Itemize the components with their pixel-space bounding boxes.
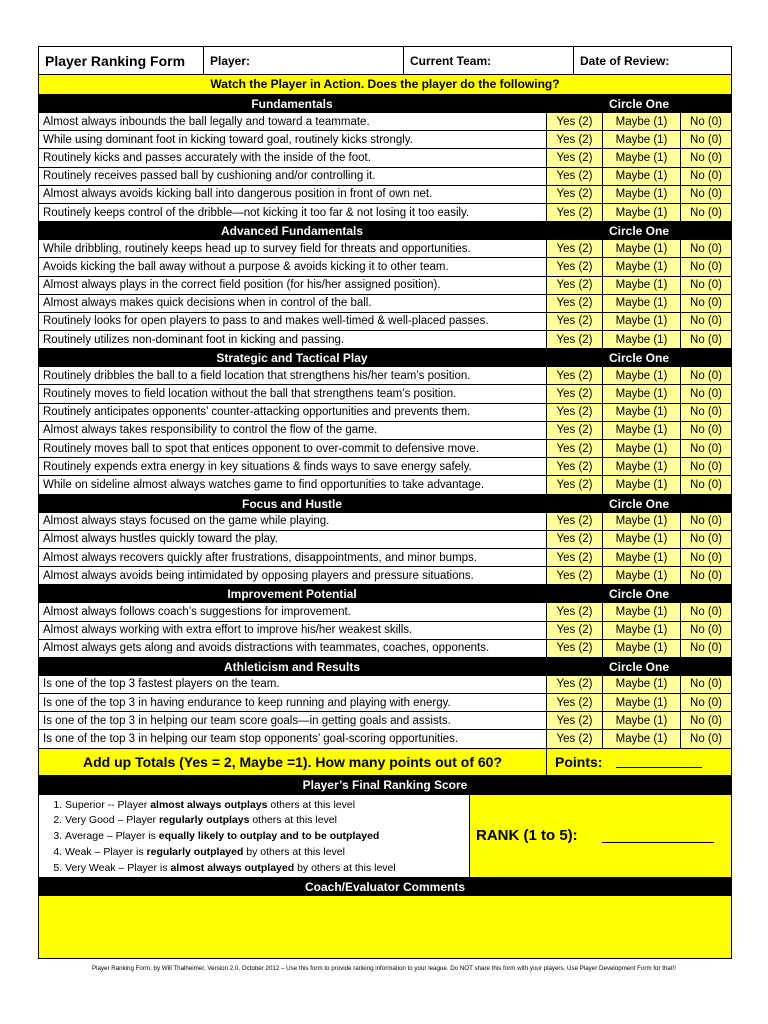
maybe-option[interactable]: Maybe (1) — [603, 476, 681, 493]
yes-option[interactable]: Yes (2) — [547, 458, 603, 475]
ranking-level-emphasis: almost always outplayed — [170, 861, 295, 874]
ranking-level — [65, 845, 469, 861]
section-header — [38, 585, 732, 603]
section-title: Focus and Hustle — [241, 496, 342, 511]
no-option[interactable]: No (0) — [681, 440, 731, 457]
question-text: Almost always makes quick decisions when in control of the ball. — [39, 295, 547, 312]
ranking-level-prefix: Very Weak – Player is — [65, 861, 171, 874]
question-row — [38, 622, 732, 640]
no-option[interactable]: No (0) — [681, 603, 731, 620]
maybe-option[interactable]: Maybe (1) — [603, 730, 681, 747]
maybe-option[interactable]: Maybe (1) — [603, 622, 681, 639]
question-text: Routinely dribbles the ball to a field location that strengthens his/her team’s position. — [39, 367, 547, 384]
no-option[interactable]: No (0) — [681, 567, 731, 584]
yes-option[interactable]: Yes (2) — [547, 277, 603, 294]
section-title: Advanced Fundamentals — [220, 224, 364, 239]
yes-option[interactable]: Yes (2) — [547, 204, 603, 221]
maybe-option[interactable]: Maybe (1) — [603, 531, 681, 548]
question-row — [38, 295, 732, 313]
question-row — [38, 694, 732, 712]
comments-box[interactable] — [38, 896, 732, 959]
question-text: Almost always inbounds the ball legally and toward a teammate. — [39, 113, 547, 130]
points-blank[interactable] — [616, 755, 702, 768]
maybe-option[interactable]: Maybe (1) — [603, 440, 681, 457]
question-text: Is one of the top 3 in helping our team score goals—in getting goals and assists. — [39, 712, 547, 729]
no-option[interactable]: No (0) — [681, 730, 731, 747]
question-row — [38, 567, 732, 585]
final-ranking-body — [38, 795, 732, 878]
ranking-level-prefix: Superior -- Player — [65, 798, 151, 811]
maybe-option[interactable]: Maybe (1) — [603, 712, 681, 729]
question-text: Almost always takes responsibility to control the flow of the game. — [39, 422, 547, 439]
ranking-level-emphasis: regularly outplays — [158, 814, 250, 827]
maybe-option[interactable]: Maybe (1) — [603, 458, 681, 475]
instructions: Watch the Player in Action. Does the player do the following? — [38, 75, 732, 95]
maybe-option[interactable]: Maybe (1) — [603, 240, 681, 257]
question-text: Almost always hustles quickly toward the play. — [39, 531, 547, 548]
question-text: Almost always avoids being intimidated by opposing players and pressure situations. — [39, 567, 547, 584]
no-option[interactable]: No (0) — [681, 676, 731, 693]
yes-option[interactable]: Yes (2) — [547, 513, 603, 530]
question-row — [38, 313, 732, 331]
question-row — [38, 712, 732, 730]
current-team-field[interactable]: Current Team: — [404, 47, 574, 74]
maybe-option[interactable]: Maybe (1) — [603, 422, 681, 439]
circle-one-label: Circle One — [608, 351, 670, 366]
yes-option[interactable]: Yes (2) — [547, 622, 603, 639]
points-field[interactable] — [547, 749, 731, 775]
maybe-option[interactable]: Maybe (1) — [603, 186, 681, 203]
section-header — [38, 495, 732, 513]
question-row — [38, 113, 732, 131]
question-text: Almost always working with extra effort to improve his/her weakest skills. — [39, 622, 547, 639]
no-option[interactable]: No (0) — [681, 204, 731, 221]
question-text: Routinely anticipates opponents’ counter-attacking opportunities and prevents them. — [39, 404, 547, 421]
no-option[interactable]: No (0) — [681, 295, 731, 312]
question-row — [38, 531, 732, 549]
maybe-option[interactable]: Maybe (1) — [603, 603, 681, 620]
section-header — [38, 349, 732, 367]
section-header — [38, 95, 732, 113]
yes-option[interactable]: Yes (2) — [547, 676, 603, 693]
question-row — [38, 240, 732, 258]
yes-option[interactable]: Yes (2) — [547, 295, 603, 312]
question-row — [38, 186, 732, 204]
yes-option[interactable]: Yes (2) — [547, 313, 603, 330]
ranking-level-prefix: Average – Player is — [65, 830, 159, 843]
points-label: Points: — [555, 753, 603, 770]
yes-option[interactable]: Yes (2) — [547, 331, 603, 348]
maybe-option[interactable]: Maybe (1) — [603, 295, 681, 312]
question-row — [38, 258, 732, 276]
ranking-level-prefix: Very Good – Player — [65, 814, 159, 827]
question-text: Routinely expends extra energy in key situations & finds ways to save energy safely. — [39, 458, 547, 475]
no-option[interactable]: No (0) — [681, 277, 731, 294]
no-option[interactable]: No (0) — [681, 367, 731, 384]
question-row — [38, 513, 732, 531]
maybe-option[interactable]: Maybe (1) — [603, 168, 681, 185]
ranking-level-emphasis: regularly outplayed — [146, 846, 244, 859]
maybe-option[interactable]: Maybe (1) — [603, 640, 681, 657]
yes-option[interactable]: Yes (2) — [547, 113, 603, 130]
section-header — [38, 658, 732, 676]
ranking-level — [65, 813, 469, 829]
question-row — [38, 277, 732, 295]
player-ranking-form — [38, 46, 732, 959]
maybe-option[interactable]: Maybe (1) — [603, 694, 681, 711]
question-text: Routinely moves ball to spot that entices opponent to over-commit to defensive move. — [39, 440, 547, 457]
question-row — [38, 367, 732, 385]
yes-option[interactable]: Yes (2) — [547, 404, 603, 421]
no-option[interactable]: No (0) — [681, 131, 731, 148]
question-row — [38, 549, 732, 567]
yes-option[interactable]: Yes (2) — [547, 476, 603, 493]
yes-option[interactable]: Yes (2) — [547, 385, 603, 402]
question-text: Is one of the top 3 fastest players on the team. — [39, 676, 547, 693]
question-row — [38, 440, 732, 458]
question-text: Almost always gets along and avoids distractions with teammates, coaches, opponents. — [39, 640, 547, 657]
player-field[interactable]: Player: — [204, 47, 404, 74]
section-title: Fundamentals — [251, 97, 333, 111]
no-option[interactable]: No (0) — [681, 313, 731, 330]
yes-option[interactable]: Yes (2) — [547, 149, 603, 166]
question-text: Avoids kicking the ball away without a purpose & avoids kicking it to other team. — [39, 258, 547, 275]
comments-title: Coach/Evaluator Comments — [38, 878, 732, 896]
maybe-option[interactable]: Maybe (1) — [603, 149, 681, 166]
ranking-levels — [39, 795, 470, 877]
no-option[interactable]: No (0) — [681, 622, 731, 639]
footer-note: Player Ranking Form, by Will Thalheimer, Version 2.0, October 2012 – Use this form to provide ranking information to your league. Do NOT share this form with your players. Use Player Development Form for that!! — [91, 965, 677, 972]
maybe-option[interactable]: Maybe (1) — [603, 131, 681, 148]
no-option[interactable]: No (0) — [681, 258, 731, 275]
question-text: Is one of the top 3 in having endurance to keep running and playing with energy. — [39, 694, 547, 711]
question-text: Almost always recovers quickly after frustrations, disappointments, and minor bumps. — [39, 549, 547, 566]
question-text: While on sideline almost always watches game to find opportunities to take advantage. — [39, 476, 547, 493]
yes-option[interactable]: Yes (2) — [547, 258, 603, 275]
no-option[interactable]: No (0) — [681, 240, 731, 257]
yes-option[interactable]: Yes (2) — [547, 422, 603, 439]
yes-option[interactable]: Yes (2) — [547, 603, 603, 620]
question-text: Routinely looks for open players to pass to and makes well-timed & well-placed passes. — [39, 313, 547, 330]
maybe-option[interactable]: Maybe (1) — [603, 258, 681, 275]
maybe-option[interactable]: Maybe (1) — [603, 404, 681, 421]
rank-field[interactable] — [470, 795, 731, 877]
yes-option[interactable]: Yes (2) — [547, 531, 603, 548]
no-option[interactable]: No (0) — [681, 549, 731, 566]
yes-option[interactable]: Yes (2) — [547, 186, 603, 203]
yes-option[interactable]: Yes (2) — [547, 168, 603, 185]
question-text: Routinely moves to field location without the ball that strengthens team’s position. — [39, 385, 547, 402]
circle-one-label: Circle One — [608, 659, 670, 674]
question-text: Routinely utilizes non-dominant foot in kicking and passing. — [39, 331, 547, 348]
yes-option[interactable]: Yes (2) — [547, 440, 603, 457]
final-ranking-title: Player’s Final Ranking Score — [38, 776, 732, 795]
maybe-option[interactable]: Maybe (1) — [603, 676, 681, 693]
no-option[interactable]: No (0) — [681, 458, 731, 475]
question-row — [38, 422, 732, 440]
no-option[interactable]: No (0) — [681, 422, 731, 439]
no-option[interactable]: No (0) — [681, 712, 731, 729]
no-option[interactable]: No (0) — [681, 149, 731, 166]
question-row — [38, 149, 732, 167]
question-row — [38, 331, 732, 349]
form-title: Player Ranking Form — [39, 47, 204, 74]
ranking-level — [65, 798, 469, 814]
section-title: Athleticism and Results — [223, 659, 361, 674]
ranking-level-emphasis: almost always outplays — [150, 798, 268, 811]
no-option[interactable]: No (0) — [681, 168, 731, 185]
question-row — [38, 603, 732, 621]
yes-option[interactable]: Yes (2) — [547, 567, 603, 584]
question-text: Almost always follows coach’s suggestions for improvement. — [39, 603, 547, 620]
totals-row — [38, 749, 732, 776]
yes-option[interactable]: Yes (2) — [547, 712, 603, 729]
question-row — [38, 385, 732, 403]
maybe-option[interactable]: Maybe (1) — [603, 567, 681, 584]
ranking-level-suffix: by others at this level — [294, 861, 396, 874]
yes-option[interactable]: Yes (2) — [547, 367, 603, 384]
question-row — [38, 131, 732, 149]
rank-label: RANK (1 to 5): — [476, 827, 578, 845]
question-text: Almost always stays focused on the game while playing. — [39, 513, 547, 530]
totals-question: Add up Totals (Yes = 2, Maybe =1). How many points out of 60? — [39, 749, 547, 775]
maybe-option[interactable]: Maybe (1) — [603, 549, 681, 566]
question-row — [38, 640, 732, 658]
circle-one-label: Circle One — [608, 97, 670, 111]
no-option[interactable]: No (0) — [681, 186, 731, 203]
no-option[interactable]: No (0) — [681, 385, 731, 402]
question-text: While dribbling, routinely keeps head up to survey field for threats and opportunities. — [39, 240, 547, 257]
ranking-level — [65, 829, 469, 845]
ranking-level-suffix: others at this level — [249, 814, 337, 827]
question-row — [38, 204, 732, 222]
circle-one-label: Circle One — [608, 224, 670, 239]
rank-blank[interactable] — [602, 828, 714, 843]
section-header — [38, 222, 732, 240]
question-text: Routinely keeps control of the dribble—not kicking it too far & not losing it too easily. — [39, 204, 547, 221]
question-row — [38, 404, 732, 422]
ranking-level-suffix: by others at this level — [243, 846, 345, 859]
question-row — [38, 676, 732, 694]
form-header — [38, 46, 732, 75]
ranking-level-emphasis: equally likely to outplay and to be outplayed — [158, 830, 380, 843]
maybe-option[interactable]: Maybe (1) — [603, 385, 681, 402]
no-option[interactable]: No (0) — [681, 331, 731, 348]
no-option[interactable]: No (0) — [681, 113, 731, 130]
ranking-level-suffix: others at this level — [267, 798, 356, 811]
question-text: Almost always avoids kicking ball into dangerous position in front of own net. — [39, 186, 547, 203]
question-sections — [38, 95, 732, 749]
section-title: Improvement Potential — [227, 587, 357, 602]
no-option[interactable]: No (0) — [681, 404, 731, 421]
section-title: Strategic and Tactical Play — [216, 351, 368, 366]
no-option[interactable]: No (0) — [681, 640, 731, 657]
no-option[interactable]: No (0) — [681, 476, 731, 493]
ranking-level-prefix: Weak – Player is — [65, 846, 147, 859]
circle-one-label: Circle One — [608, 496, 670, 511]
question-text: Routinely receives passed ball by cushioning and/or controlling it. — [39, 168, 547, 185]
maybe-option[interactable]: Maybe (1) — [603, 313, 681, 330]
circle-one-label: Circle One — [608, 587, 670, 602]
yes-option[interactable]: Yes (2) — [547, 131, 603, 148]
yes-option[interactable]: Yes (2) — [547, 240, 603, 257]
date-of-review-field[interactable]: Date of Review: — [580, 53, 670, 68]
maybe-option[interactable]: Maybe (1) — [603, 113, 681, 130]
question-row — [38, 730, 732, 748]
question-text: While using dominant foot in kicking toward goal, routinely kicks strongly. — [39, 131, 547, 148]
yes-option[interactable]: Yes (2) — [547, 640, 603, 657]
yes-option[interactable]: Yes (2) — [547, 730, 603, 747]
no-option[interactable]: No (0) — [681, 694, 731, 711]
no-option[interactable]: No (0) — [681, 531, 731, 548]
maybe-option[interactable]: Maybe (1) — [603, 513, 681, 530]
ranking-level — [65, 861, 469, 877]
question-row — [38, 168, 732, 186]
no-option[interactable]: No (0) — [681, 513, 731, 530]
maybe-option[interactable]: Maybe (1) — [603, 367, 681, 384]
question-text: Routinely kicks and passes accurately with the inside of the foot. — [39, 149, 547, 166]
question-text: Almost always plays in the correct field position (for his/her assigned position). — [39, 277, 547, 294]
yes-option[interactable]: Yes (2) — [547, 694, 603, 711]
question-text: Is one of the top 3 in helping our team stop opponents’ goal-scoring opportunities. — [39, 730, 547, 747]
question-row — [38, 476, 732, 494]
maybe-option[interactable]: Maybe (1) — [603, 277, 681, 294]
yes-option[interactable]: Yes (2) — [547, 549, 603, 566]
question-row — [38, 458, 732, 476]
maybe-option[interactable]: Maybe (1) — [603, 204, 681, 221]
maybe-option[interactable]: Maybe (1) — [603, 331, 681, 348]
